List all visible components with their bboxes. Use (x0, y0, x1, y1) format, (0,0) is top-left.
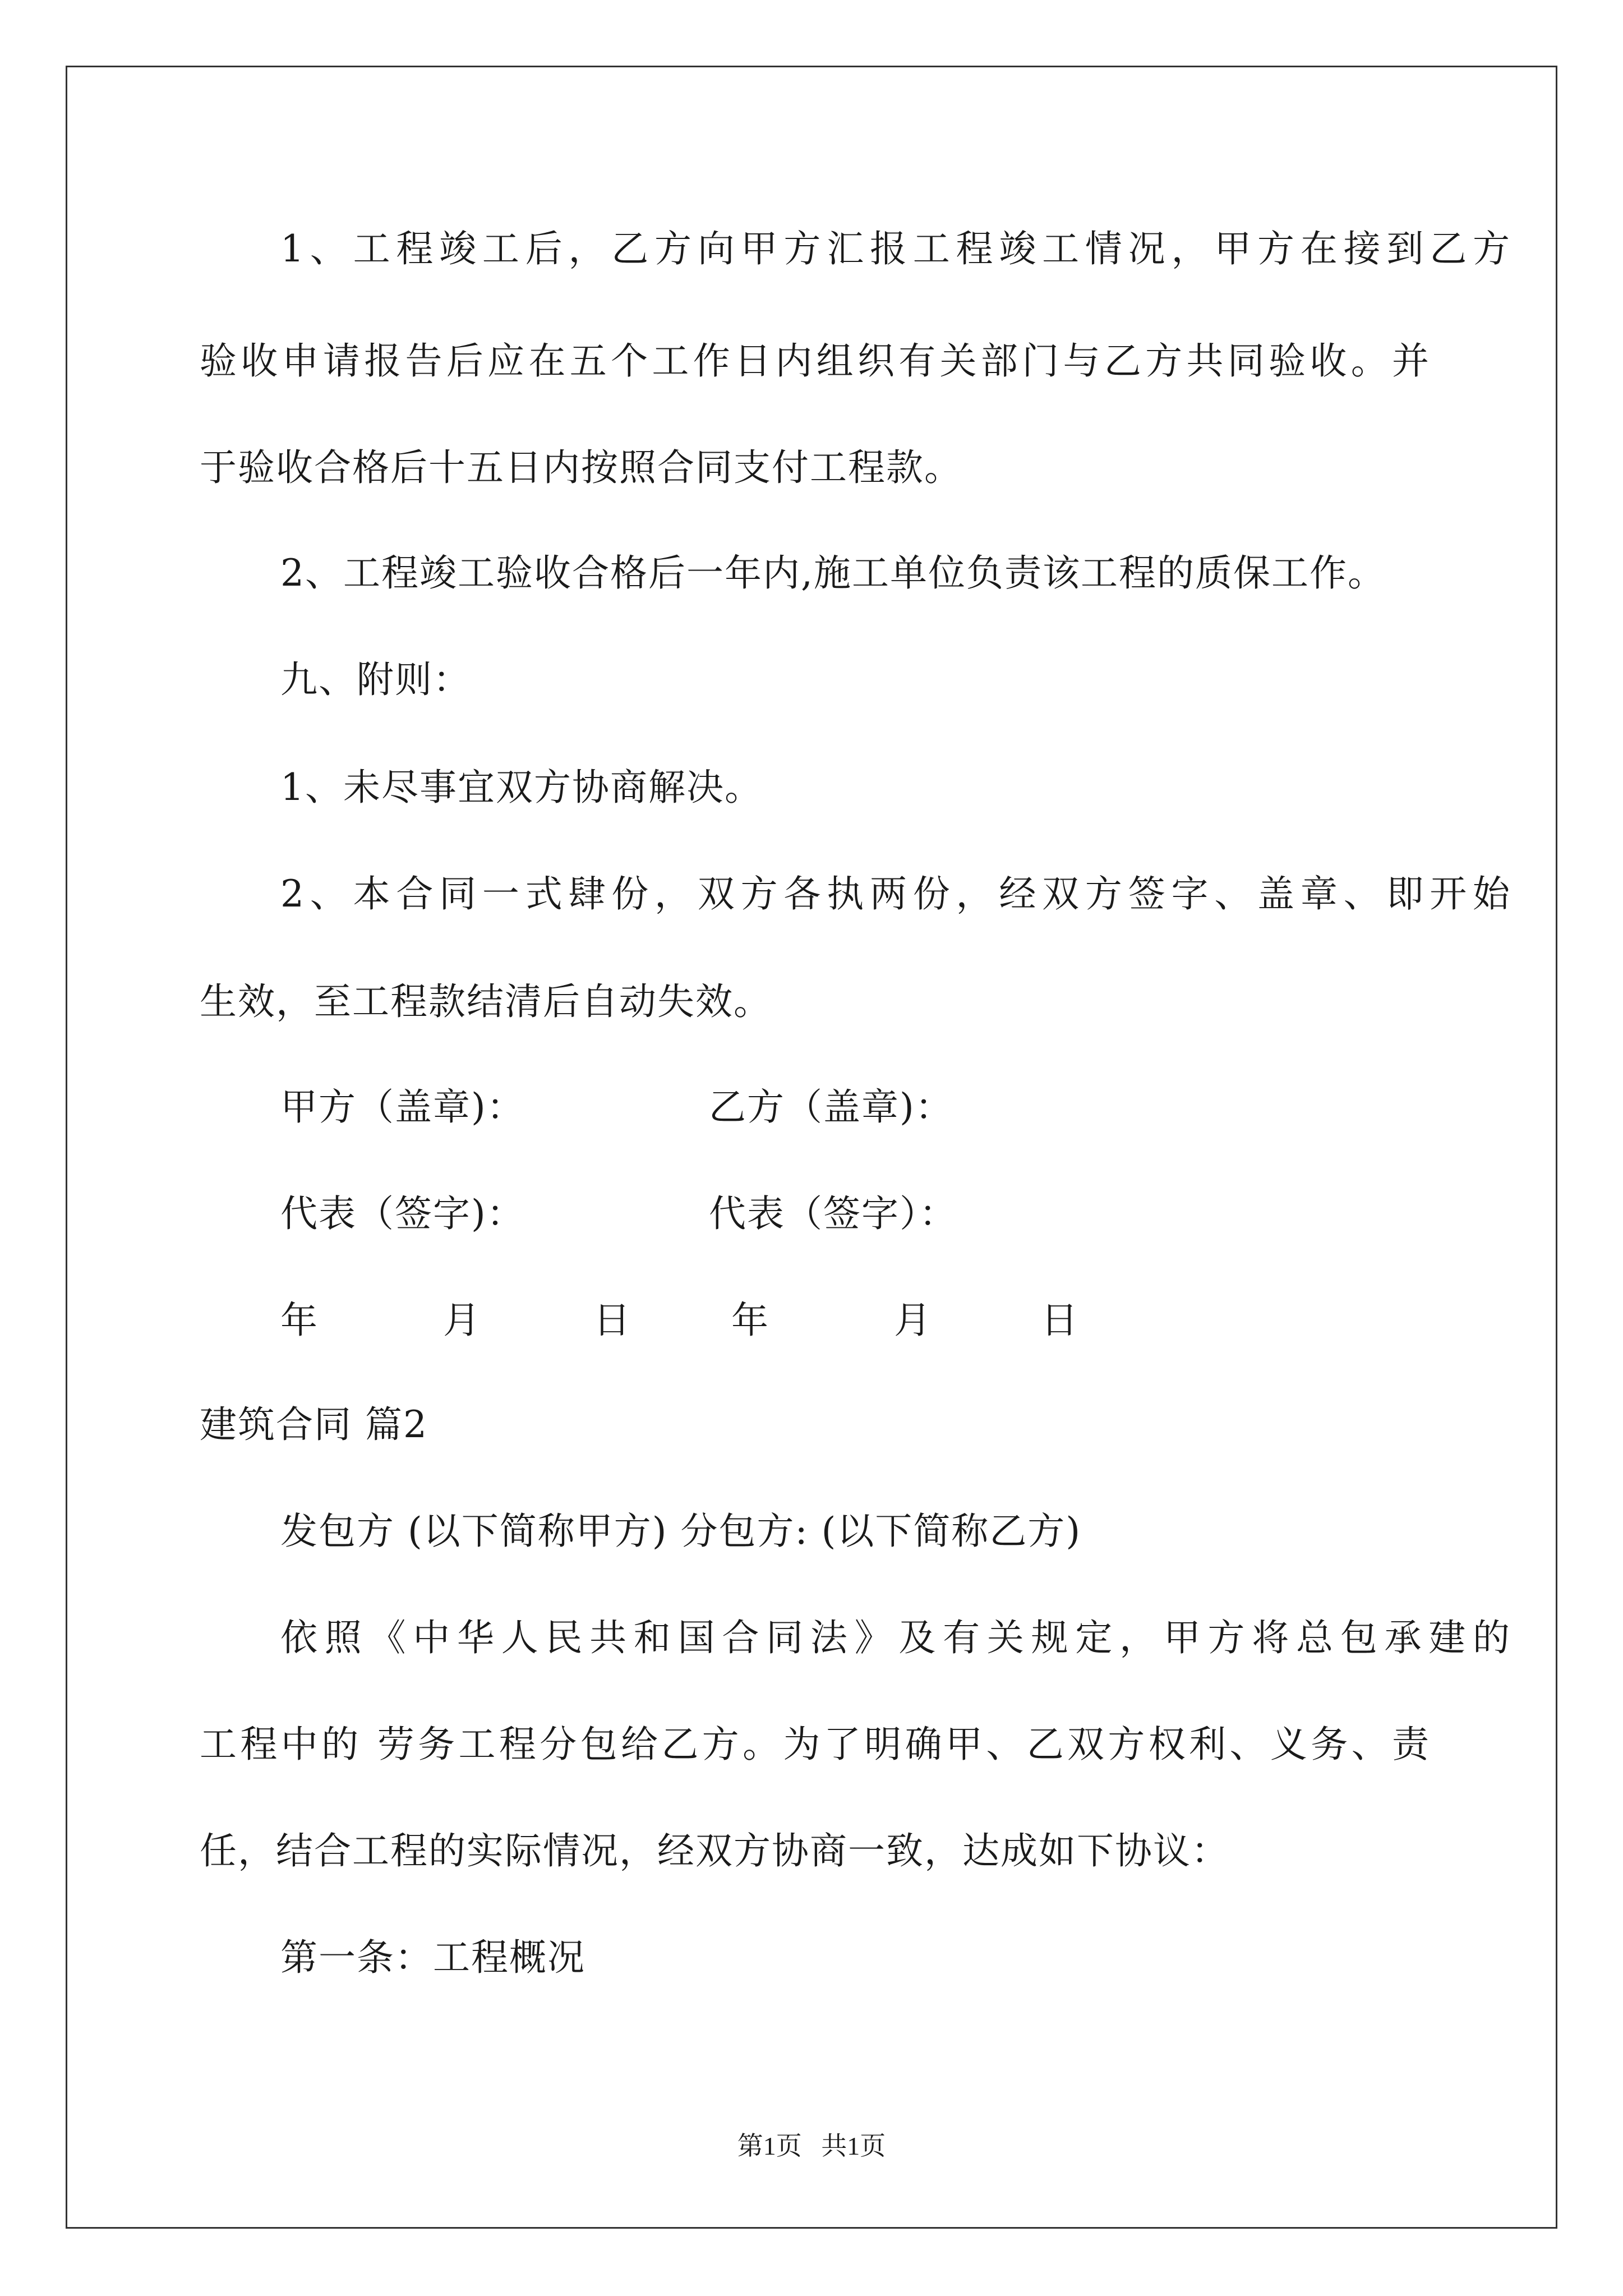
paragraph-line: 于验收合格后十五日内按照合同支付工程款。 (200, 446, 962, 489)
paragraph-line: 2、工程竣工验收合格后一年内,施工单位负责该工程的质保工作。 (280, 551, 1386, 595)
party-a-seal-label: 甲方（盖章)： (280, 1085, 525, 1129)
date-year-label: 年 (280, 1299, 319, 1342)
paragraph-line: 2、本合同一式肆份，双方各执两份，经双方签字、盖章、即开始 (280, 872, 1511, 915)
section-heading: 九、附则： (280, 658, 471, 701)
article-heading: 第一条：工程概况 (280, 1936, 585, 1979)
page-border (66, 66, 1557, 2229)
date-day-label: 日 (593, 1299, 631, 1342)
paragraph-line: 任，结合工程的实际情况，经双方协商一致，达成如下协议： (200, 1829, 1229, 1872)
paragraph-line: 1、未尽事宜双方协商解决。 (280, 766, 763, 809)
paragraph-line: 1、工程竣工后，乙方向甲方汇报工程竣工情况，甲方在接到乙方 (280, 227, 1511, 270)
date-year-label: 年 (731, 1299, 769, 1342)
paragraph-line: 工程中的 劳务工程分包给乙方。为了明确甲、乙双方权利、义务、责 (200, 1723, 1430, 1766)
party-b-seal-label: 乙方（盖章)： (709, 1085, 953, 1129)
paragraph-line: 验收申请报告后应在五个工作日内组织有关部门与乙方共同验收。并 (200, 339, 1430, 383)
section-title: 建筑合同 篇2 (200, 1403, 428, 1446)
paragraph-line: 发包方 (以下简称甲方) 分包方: (以下简称乙方) (280, 1510, 1082, 1553)
page-number-footer: 第1页 共1页 (737, 2132, 886, 2160)
date-month-label: 月 (894, 1299, 932, 1342)
paragraph-line: 生效，至工程款结清后自动失效。 (200, 980, 772, 1023)
date-day-label: 日 (1041, 1299, 1079, 1342)
party-a-representative-label: 代表（签字)： (280, 1192, 525, 1235)
party-b-representative-label: 代表（签字）： (709, 1192, 957, 1235)
date-month-label: 月 (443, 1299, 481, 1342)
paragraph-line: 依照《中华人民共和国合同法》及有关规定，甲方将总包承建的 (280, 1616, 1511, 1659)
